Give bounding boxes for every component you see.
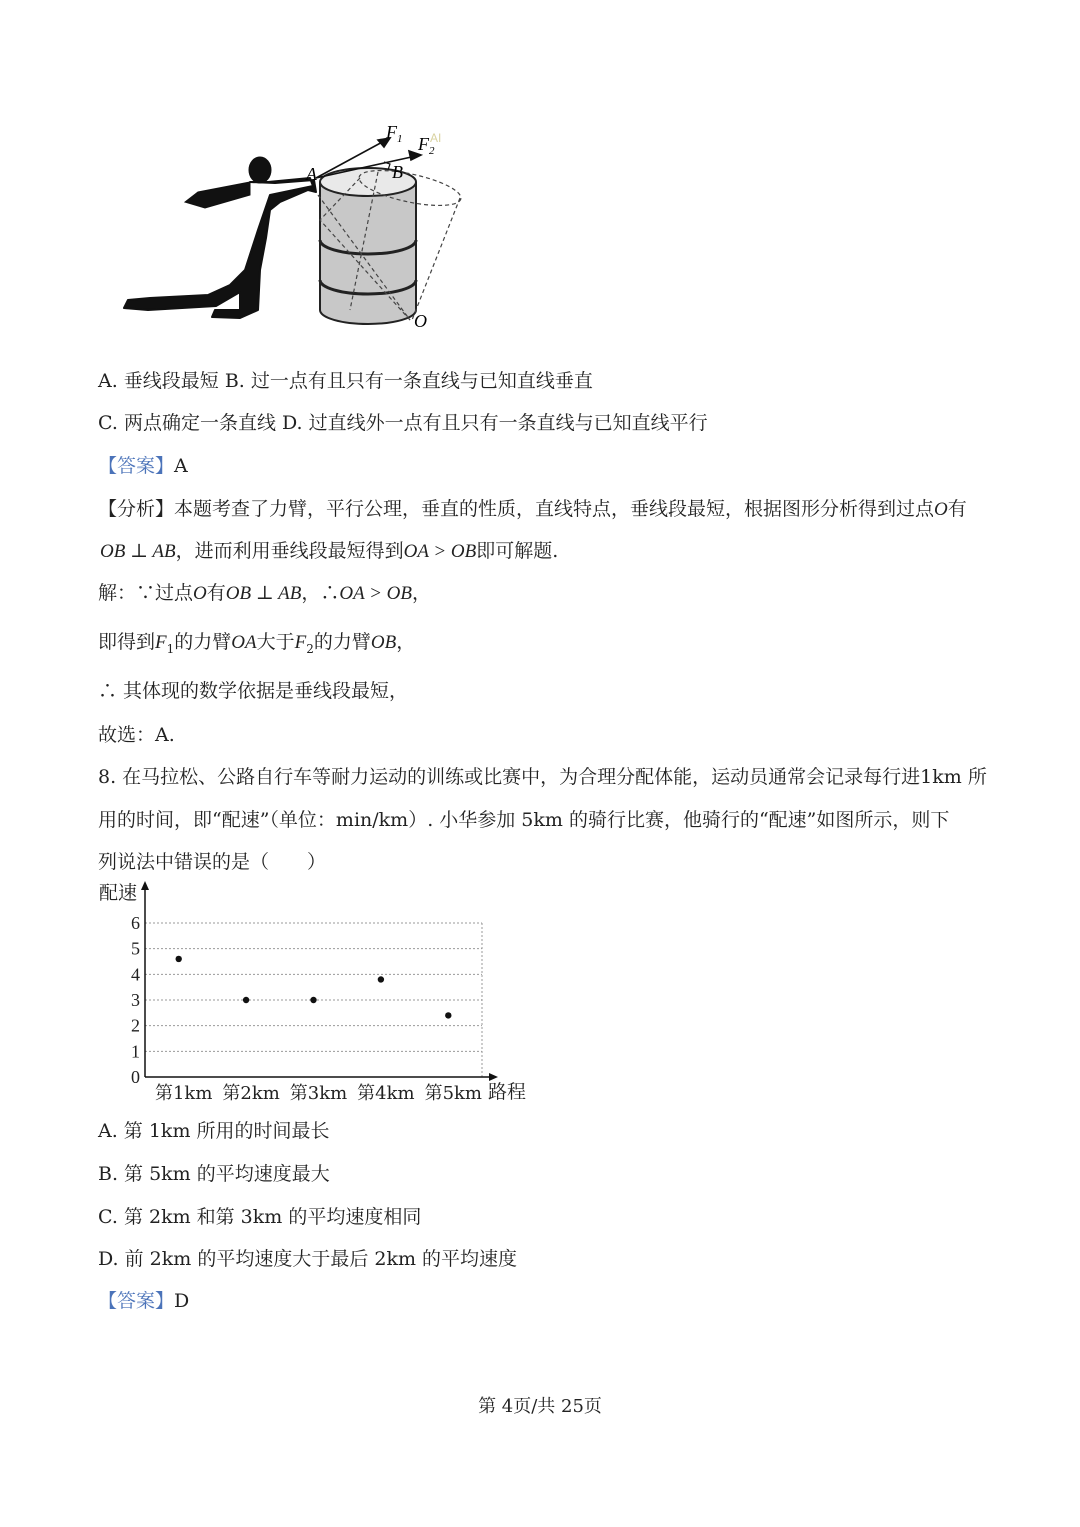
q7-solution-line — [98, 578, 431, 605]
answer-value: A — [174, 455, 188, 477]
force-ob: OB — [370, 632, 397, 653]
pace-chart — [95, 878, 535, 1108]
label-F2: $F_2$ — [418, 134, 435, 157]
y-tick-label: 4 — [131, 964, 140, 985]
sol-prefix: 解：∵过点 — [98, 582, 194, 604]
q7-analysis-line2 — [100, 536, 558, 563]
chart-points — [176, 956, 452, 1019]
y-tick-label: 1 — [131, 1041, 140, 1062]
math-oa-gt-ob: OA > OB — [403, 541, 477, 562]
y-tick-label: 2 — [131, 1015, 140, 1036]
x-tick-label: 第5km — [424, 1083, 483, 1104]
x-axis-arrow — [489, 1073, 498, 1081]
y-tick-label: 3 — [131, 990, 140, 1010]
sol-math-gt: OA > OB — [339, 583, 412, 604]
x-tick-label: 第1km — [154, 1083, 213, 1104]
force-text-4: 的力臂 — [313, 631, 371, 653]
analysis-text-end: 有 — [947, 498, 967, 520]
q7-answer — [98, 451, 188, 478]
force-text-5: ， — [396, 631, 416, 653]
force-oa: OA — [231, 632, 257, 653]
q8-option-d: D. 前 2km 的平均速度大于最后 2km 的平均速度 — [98, 1248, 518, 1270]
chart-yticks — [131, 913, 140, 1087]
y-tick-label: 6 — [131, 913, 140, 933]
analysis-text-mid: ，进而利用垂线段最短得到 — [175, 540, 404, 562]
force-f1-sub: 1 — [166, 641, 175, 656]
data-point — [176, 956, 182, 962]
q7-analysis-line1 — [98, 494, 967, 521]
chart-xticks — [155, 1083, 482, 1104]
sol-math-perp: OB ⊥ AB — [225, 583, 302, 604]
chart-xlabel: 路程 — [488, 1081, 527, 1103]
label-F1: $F_1$ — [386, 122, 403, 145]
sol-you: 有 — [206, 582, 226, 604]
label-O: O — [414, 311, 427, 331]
x-tick-label: 第4km — [357, 1083, 415, 1104]
x-tick-label: 第3km — [289, 1083, 348, 1104]
barrel-push-figure — [110, 120, 490, 345]
point-o: O — [934, 499, 948, 520]
q7-therefore-line: ∴ 其体现的数学依据是垂线段最短， — [98, 680, 409, 702]
data-point — [378, 976, 384, 982]
force-text-1: 即得到 — [98, 631, 156, 653]
answer-tag: 【答案】 — [98, 455, 175, 477]
q8-answer — [98, 1286, 189, 1313]
data-point — [445, 1012, 451, 1018]
q7-choice-line: 故选：A. — [98, 724, 175, 746]
page-footer: 第 4页/共 25页 — [478, 1396, 602, 1417]
force-f1: F — [155, 632, 167, 653]
watermark-ai: AI — [430, 131, 442, 145]
q8-option-c: C. 第 2km 和第 3km 的平均速度相同 — [98, 1206, 422, 1228]
x-tick-label: 第2km — [222, 1083, 280, 1104]
analysis-tag: 【分析】 — [98, 498, 175, 520]
y-tick-label: 5 — [131, 938, 140, 959]
sol-mid: ，∴ — [301, 582, 340, 604]
label-B: B — [392, 162, 403, 182]
label-A: A — [306, 164, 317, 184]
force-text-2: 的力臂 — [174, 631, 232, 653]
q8-stem-line3: 列说法中错误的是（ ） — [98, 851, 327, 873]
force-f2-sub: 2 — [306, 641, 314, 656]
sol-end: ， — [412, 582, 432, 604]
y-tick-label: 0 — [131, 1067, 140, 1087]
q7-options-cd: C. 两点确定一条直线 D. 过直线外一点有且只有一条直线与已知直线平行 — [98, 412, 708, 434]
person-silhouette — [124, 157, 316, 318]
analysis-text: 本题考查了力臂，平行公理，垂直的性质，直线特点，垂线段最短，根据图形分析得到过点 — [174, 498, 935, 520]
y-axis-arrow — [141, 881, 149, 890]
q8-stem-line1: 8. 在马拉松、公路自行车等耐力运动的训练或比赛中，为合理分配体能，运动员通常会记录每行进1km 所 — [98, 766, 987, 788]
data-point — [243, 997, 249, 1003]
q8-stem-line2: 用的时间，即“配速”（单位：min/km）. 小华参加 5km 的骑行比赛，他骑行的“配速”如图所示，则下 — [98, 809, 950, 831]
q8-option-b: B. 第 5km 的平均速度最大 — [98, 1163, 330, 1185]
sol-point-o: O — [193, 583, 207, 604]
q8-option-a: A. 第 1km 所用的时间最长 — [98, 1120, 330, 1142]
force-f2: F — [294, 632, 307, 653]
analysis-text-tail: 即可解题. — [476, 540, 559, 562]
answer-tag: 【答案】 — [98, 1290, 175, 1312]
force-text-3: 大于 — [256, 631, 295, 653]
chart-ylabel: 配速 — [99, 882, 138, 904]
q7-options-ab: A. 垂线段最短 B. 过一点有且只有一条直线与已知直线垂直 — [98, 370, 593, 392]
answer-value: D — [174, 1290, 190, 1312]
barrel — [320, 168, 416, 324]
q7-force-line — [98, 627, 415, 656]
math-ob-perp-ab: OB ⊥ AB — [100, 541, 176, 562]
data-point — [310, 997, 316, 1003]
